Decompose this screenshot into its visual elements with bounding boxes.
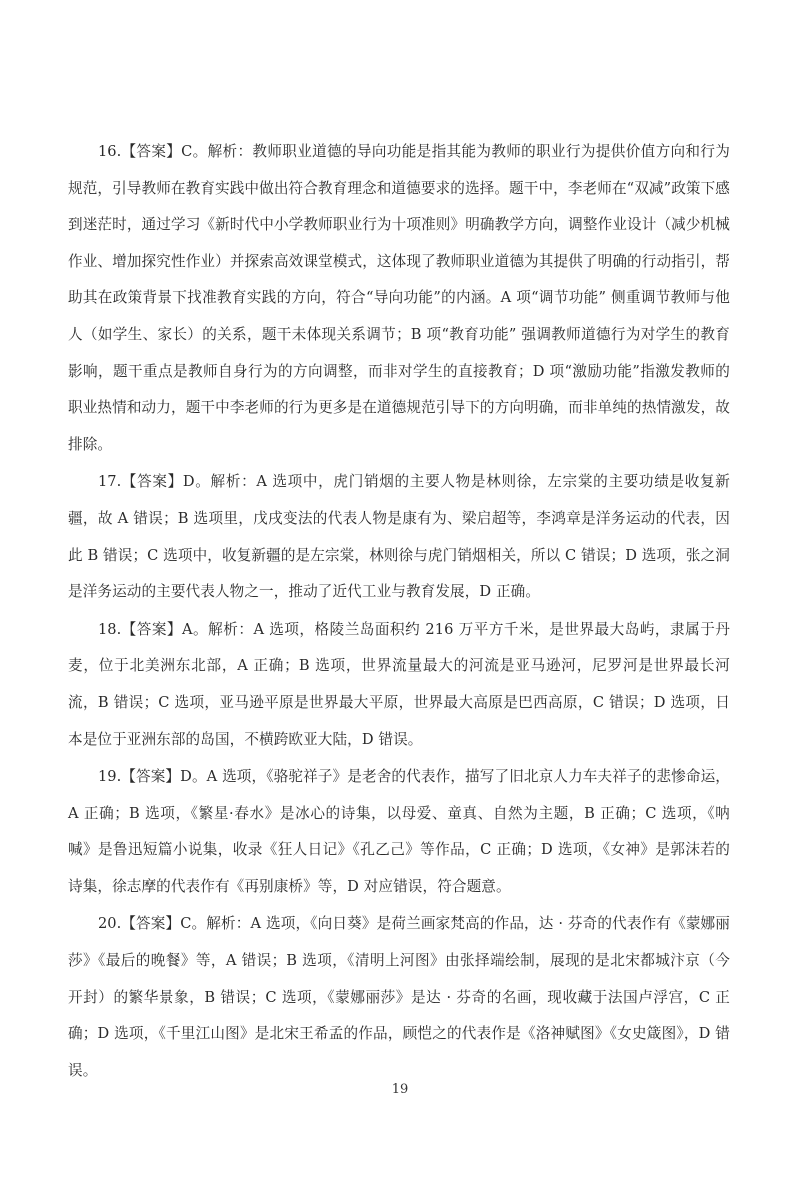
- answer-19: [68, 759, 730, 905]
- answer-20-number: 20.: [98, 915, 122, 933]
- answer-18-number: 18.: [98, 620, 122, 638]
- answer-18: [68, 612, 730, 758]
- answer-16-text: 【答案】C。解析：教师职业道德的导向功能是指其能为教师的职业行为提供价值方向和行为规范，引导教师在教育实践中做出符合教育理念和道德要求的选择。题干中，李老师在“双减”政策下感到迷茫时，通过学习《新时代中小学教师职业行为十项准则》明确教学方向，调整作业设计（减少机械作业、增加探究性作业）并探索高效课堂模式，这体现了教师职业道德为其提供了明确的行动指引，帮助其在政策背景下找准教育实践的方向，符合“导向功能”的内涵。A 项“调节功能” 侧重调节教师与他人（如学生、家长）的关系，题干未体现关系调节；B 项“教育功能” 强调教师道德行为对学生的教育影响，题干重点是教师自身行为的方向调整，而非对学生的直接教育；D 项“激励功能”指激发教师的职业热情和动力，题干中李老师的行为更多是在道德规范引导下的方向明确，而非单纯的热情激发，故排除。: [68, 143, 730, 453]
- answer-17: [68, 464, 730, 610]
- answer-16-number: 16.: [98, 143, 122, 160]
- page-number: 19: [391, 1082, 409, 1097]
- answer-19-text: 【答案】D。A 选项，《骆驼祥子》是老舍的代表作，描写了旧北京人力车夫祥子的悲惨命运，A 正确；B 选项，《繁星·春水》是冰心的诗集，以母爱、童真、自然为主题，B 正确；C 选项，《呐喊》是鲁迅短篇小说集，收录《狂人日记》《孔乙己》等作品，C 正确；D 选项，《女神》是郭沫若的诗集，徐志摩的代表作有《再别康桥》等，D 对应错误，符合题意。: [68, 768, 730, 895]
- answer-17-number: 17.: [98, 473, 122, 491]
- answer-20-text: 【答案】C。解析：A 选项，《向日葵》是荷兰画家梵高的作品，达 · 芬奇的代表作有《蒙娜丽莎》《最后的晚餐》等，A 错误；B 选项，《清明上河图》由张择端绘制，展现的是北宋都城汴京（今开封）的繁华景象，B 错误；C 选项，《蒙娜丽莎》是达 · 芬奇的名画，现收藏于法国卢浮宫，C 正确；D 选项，《千里江山图》是北宋王希孟的作品，顾恺之的代表作是《洛神赋图》《女史箴图》，D 错误。: [68, 915, 730, 1079]
- answer-17-text: 【答案】D。解析：A 选项中，虎门销烟的主要人物是林则徐，左宗棠的主要功绩是收复新疆，故 A 错误；B 选项里，戊戌变法的代表人物是康有为、梁启超等，李鸿章是洋务运动的代表，因此 B 错误；C 选项中，收复新疆的是左宗棠，林则徐与虎门销烟相关，所以 C 错误；D 选项，张之洞是洋务运动的主要代表人物之一，推动了近代工业与教育发展，D 正确。: [68, 473, 730, 601]
- answer-19-number: 19.: [98, 768, 122, 786]
- answer-18-text: 【答案】A。解析：A 选项，格陵兰岛面积约 216 万平方千米，是世界最大岛屿，隶属于丹麦，位于北美洲东北部，A 正确；B 选项，世界流量最大的河流是亚马逊河，尼罗河是世界最长河流，B 错误；C 选项，亚马逊平原是世界最大平原，世界最大高原是巴西高原，C 错误；D 选项，日本是位于亚洲东部的岛国，不横跨欧亚大陆，D 错误。: [68, 620, 730, 748]
- answer-16: [68, 134, 730, 463]
- answer-explanations: [68, 134, 730, 1090]
- answer-20: [68, 906, 730, 1089]
